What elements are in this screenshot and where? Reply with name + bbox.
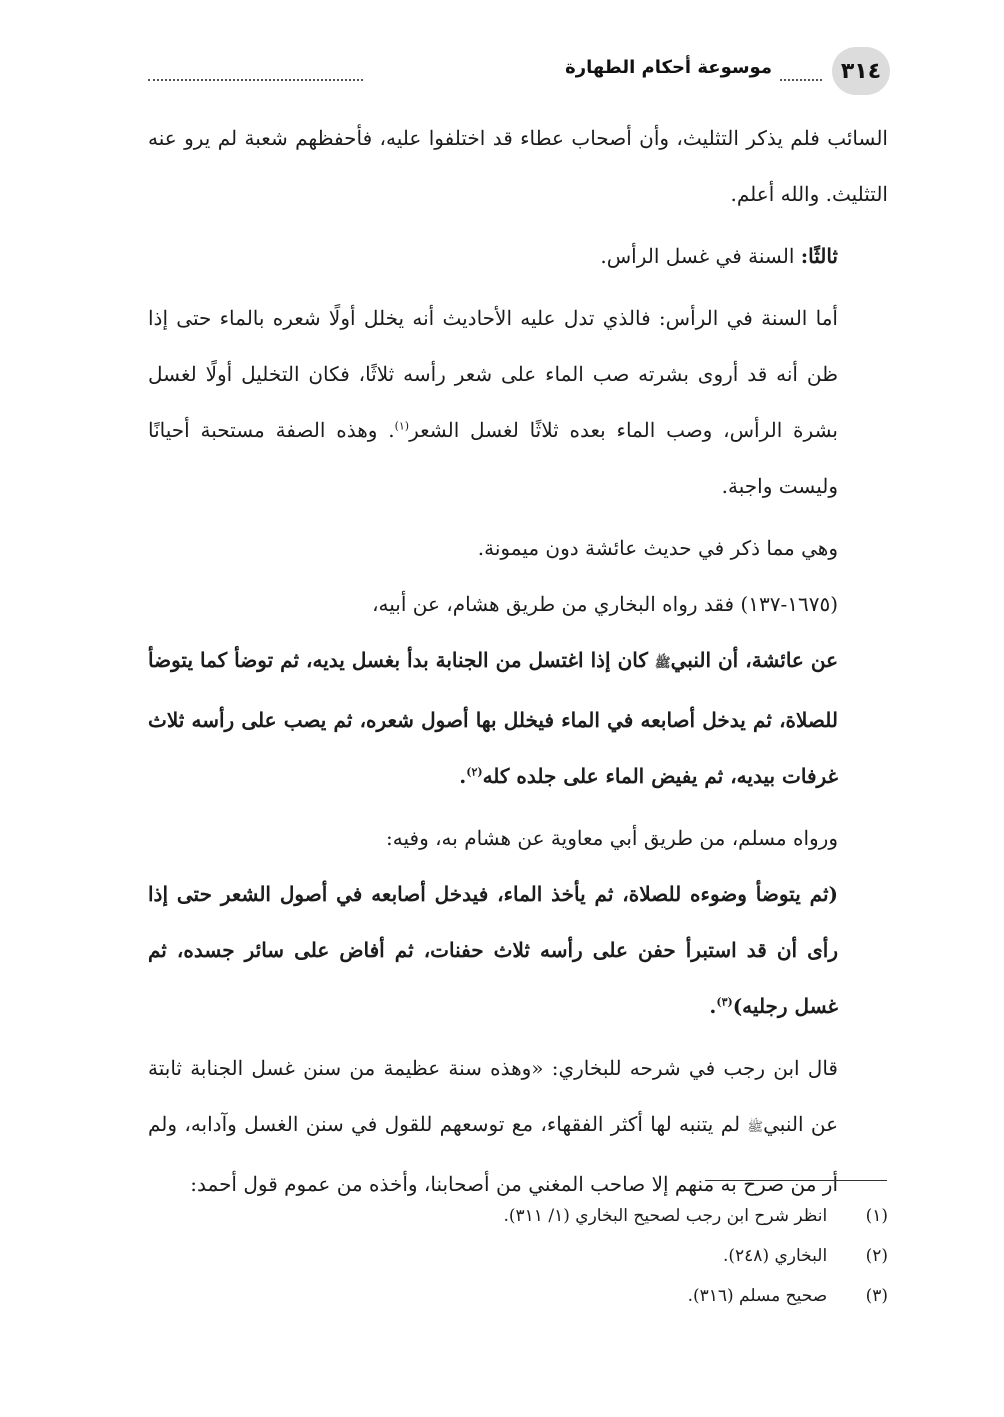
footnote-text: صحيح مسلم (٣١٦). bbox=[687, 1286, 828, 1306]
hadith-text-bukhari bbox=[148, 632, 888, 804]
honorific-glyph: ﷺ bbox=[654, 656, 671, 671]
section-heading bbox=[148, 228, 888, 284]
footnote-item bbox=[148, 1236, 888, 1276]
ibn-rajab-text-a: قال ابن رجب في شرحه للبخاري: «وهذه سنة عظيمة من سنن غسل الجنابة ثابتة عن النبي bbox=[148, 1056, 839, 1136]
page-header bbox=[140, 47, 890, 97]
section-heading-lead: ثالثًا: bbox=[800, 244, 838, 268]
hadith-text-muslim bbox=[148, 866, 888, 1034]
book-title: موسوعة أحكام الطهارة bbox=[565, 57, 772, 78]
footnote-separator bbox=[705, 1180, 887, 1181]
paragraph-1: السائب فلم يذكر التثليث، وأن أصحاب عطاء قد اختلفوا عليه، فأحفظهم شعبة لم يرو عنه التثليث. والله أعلم. bbox=[148, 126, 888, 206]
hadith-text-b: كان إذا اغتسل من الجنابة بدأ بغسل يديه، ثم توضأ كما يتوضأ للصلاة، ثم يدخل أصابعه في الماء فيخلل بها أصول شعره، ثم يصب على رأسه ثلاث غرفات بيديه، ثم يفيض الماء على جلده كله bbox=[148, 648, 838, 788]
main-text bbox=[148, 110, 888, 1212]
paragraph-3-text-a: أما السنة في الرأس: فالذي تدل عليه الأحاديث أنه يخلل أولًا شعره بالماء حتى إذا ظن أنه قد أروى بشرته صب الماء على شعر رأسه ثلاثًا، فكان التخليل أولًا لغسل بشرة الرأس، وصب الماء بعده ثلاثًا لغسل الشعر bbox=[148, 306, 838, 442]
hadith-number-line: (١٦٧٥-١٣٧) فقد رواه البخاري من طريق هشام، عن أبيه، bbox=[372, 592, 838, 616]
paragraph-ibn-rajab bbox=[148, 1040, 888, 1212]
footnote-ref-1[interactable]: (١) bbox=[394, 419, 410, 433]
hadith-muslim-text: (ثم يتوضأ وضوءه للصلاة، ثم يأخذ الماء، فيدخل أصابعه في أصول الشعر حتى إذا رأى أن قد استبرأ حفن على رأسه ثلاث حفنات، ثم أفاض على سائر جسده، ثم غسل رجليه) bbox=[148, 882, 838, 1018]
footnote-text: البخاري (٢٤٨). bbox=[722, 1246, 828, 1266]
page-number: ٣١٤ bbox=[832, 47, 890, 95]
paragraph-4: وهي مما ذكر في حديث عائشة دون ميمونة. bbox=[477, 536, 838, 560]
hadith-text-a: عن عائشة، أن النبي bbox=[670, 648, 838, 672]
footnote-item bbox=[148, 1196, 888, 1236]
footnote-text: انظر شرح ابن رجب لصحيح البخاري (١/ ٣١١). bbox=[503, 1206, 828, 1226]
header-dotted-rule-left bbox=[148, 79, 363, 81]
hadith-muslim-end: . bbox=[709, 994, 717, 1018]
footnote-ref-3[interactable]: (٣) bbox=[716, 995, 733, 1009]
footnote-number: (٣) bbox=[865, 1286, 888, 1306]
footnotes bbox=[148, 1196, 888, 1316]
paragraph-3 bbox=[148, 290, 888, 514]
footnote-number: (٢) bbox=[865, 1246, 888, 1266]
paragraph-3-text-b: . وهذه الصفة مستحبة أحيانًا وليست واجبة. bbox=[148, 418, 838, 498]
footnote-ref-2[interactable]: (٢) bbox=[466, 765, 483, 779]
section-heading-text: السنة في غسل الرأس. bbox=[600, 244, 801, 268]
footnote-item bbox=[148, 1276, 888, 1316]
paragraph-muslim-intro: ورواه مسلم، من طريق أبي معاوية عن هشام به، وفيه: bbox=[386, 826, 838, 850]
ibn-rajab-text-b: لم يتنبه لها أكثر الفقهاء، مع توسعهم للقول في سنن الغسل وآدابه، ولم أر من صرح به منهم إلا صاحب المغني من أصحابنا، وأخذه من عموم قول أحمد: bbox=[148, 1112, 838, 1196]
header-dotted-rule-right bbox=[780, 79, 822, 81]
honorific-glyph-2: ﷺ bbox=[747, 1120, 764, 1135]
footnote-number: (١) bbox=[865, 1206, 888, 1226]
hadith-text-c: . bbox=[459, 764, 467, 788]
